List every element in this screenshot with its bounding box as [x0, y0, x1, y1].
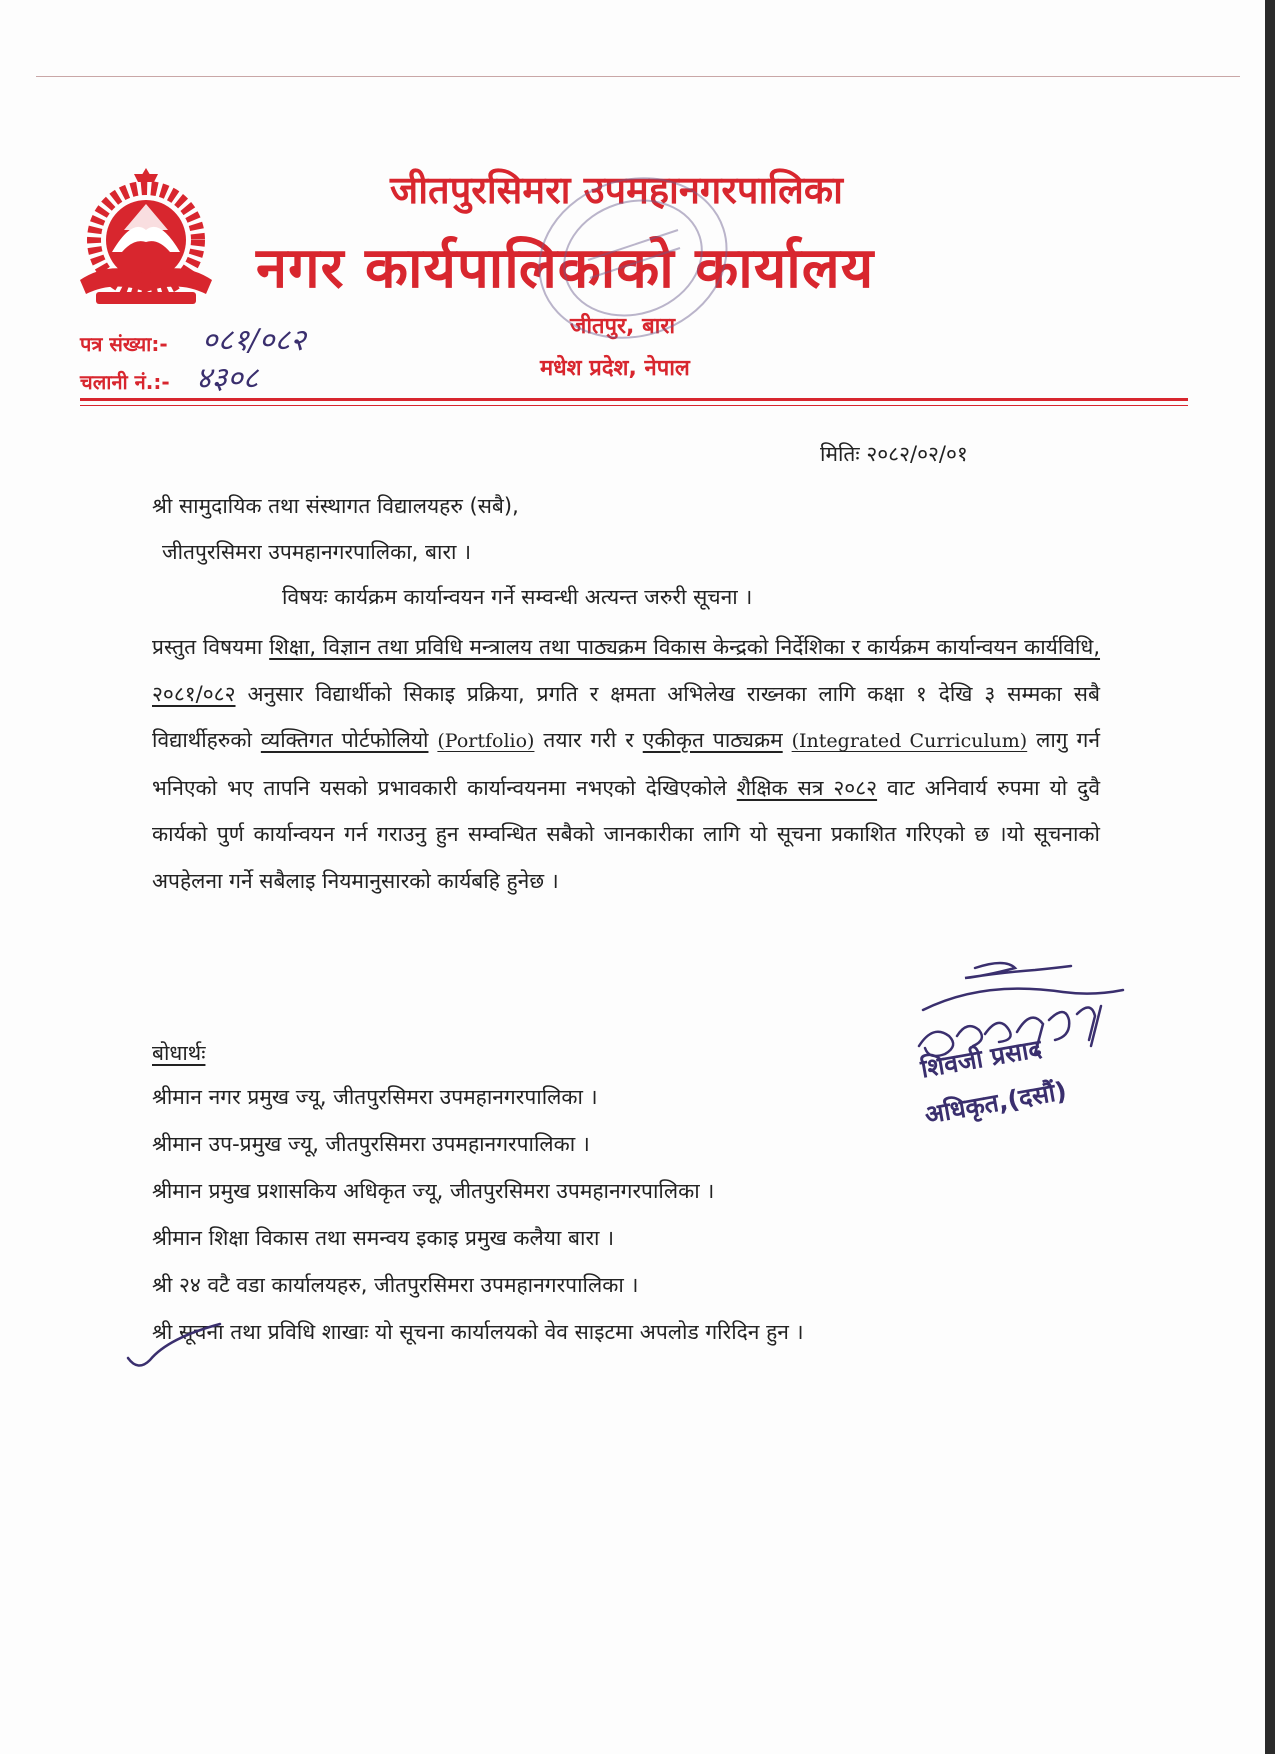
letter-body	[152, 624, 1100, 904]
handwritten-tick-mark	[122, 1318, 242, 1378]
body-underlined-text: व्यक्तिगत पोर्टफोलियो	[260, 728, 429, 752]
body-text: तयार गरी र	[534, 728, 643, 752]
dispatch-number-value: ४३०८	[196, 361, 259, 396]
cc-item: श्रीमान प्रमुख प्रशासकिय अधिकृत ज्यू, जीतपुरसिमरा उपमहानगरपालिका ।	[152, 1179, 715, 1203]
cc-heading: बोधार्थः	[152, 1041, 206, 1065]
body-text: प्रस्तुत विषयमा	[152, 635, 270, 659]
cc-item: श्रीमान शिक्षा विकास तथा समन्वय इकाइ प्रमुख कलैया बारा ।	[152, 1226, 615, 1250]
office-name: नगर कार्यपालिकाको कार्यालय	[256, 236, 875, 301]
recipient-line: श्री सामुदायिक तथा संस्थागत विद्यालयहरु (सबै),	[152, 494, 519, 518]
body-underlined-text: शिक्षा, विज्ञान तथा प्रविधि मन्त्रालय तथा पाठ्यक्रम विकास केन्द्रको निर्देशिका र कार्यक्रम कार्यान्वयन कार्यविधि, २०८१/०८२	[152, 635, 1101, 706]
body-underlined-text: शैक्षिक सत्र २०८२	[736, 775, 878, 800]
nepal-emblem-icon	[66, 160, 226, 310]
office-address-province: मधेश प्रदेश, नेपाल	[540, 356, 690, 381]
letter-number-label: पत्र संख्या:-	[80, 332, 168, 356]
letter-subject: विषयः कार्यक्रम कार्यान्वयन गर्ने सम्वन्धी अत्यन्त जरुरी सूचना ।	[282, 585, 753, 609]
cc-item: श्रीमान नगर प्रमुख ज्यू, जीतपुरसिमरा उपमहानगरपालिका ।	[152, 1085, 598, 1109]
cc-item: श्री २४ वटै वडा कार्यालयहरु, जीतपुरसिमरा उपमहानगरपालिका ।	[152, 1273, 639, 1297]
recipient-address: जीतपुरसिमरा उपमहानगरपालिका, बारा ।	[162, 540, 472, 564]
body-underlined-text: एकीकृत पाठ्यक्रम	[642, 728, 783, 752]
office-address-city: जीतपुर, बारा	[570, 314, 676, 339]
dispatch-number-label: चलानी नं.:-	[80, 370, 170, 394]
letterhead-rule	[80, 398, 1188, 401]
body-text: लागु गर्न भनिएको भए तापनि यसको प्रभावकारी कार्यान्वयनमा नभएको देखिएकोले	[152, 728, 1101, 800]
official-stamp-icon	[528, 168, 738, 348]
cc-list	[152, 1074, 804, 1356]
body-underlined-text: (Integrated Curriculum)	[791, 730, 1028, 752]
letter-date: मितिः २०८२/०२/०१	[820, 442, 968, 466]
cc-item: श्रीमान उप-प्रमुख ज्यू, जीतपुरसिमरा उपमहानगरपालिका ।	[152, 1132, 590, 1156]
signatory-title: अधिकृत,(दसौं)	[922, 1076, 1069, 1130]
body-underlined-text: (Portfolio)	[437, 730, 535, 752]
signatory-name: शिवजी प्रसाद	[918, 1033, 1044, 1084]
body-text: वाट अनिवार्य रुपमा यो दुवै कार्यको पुर्ण कार्यान्वयन गर्न गराउनु हुन सम्वन्धित सबैको जानकारीका लागि यो सूचना प्रकाशित गरिएको छ ।यो सूचनाको अपहेलना गर्ने सबैलाइ नियमानुसारको कार्यबहि हुनेछ ।	[152, 775, 1100, 893]
letterhead-rule-thin	[80, 405, 1188, 406]
cc-item: श्री सूचना तथा प्रविधि शाखाः यो सूचना कार्यालयको वेव साइटमा अपलोड गरिदिन हुन ।	[152, 1320, 804, 1344]
municipality-name: जीतपुरसिमरा उपमहानगरपालिका	[390, 168, 843, 212]
scan-edge	[1265, 0, 1275, 1754]
body-text: अनुसार विद्यार्थीको सिकाइ प्रक्रिया, प्रगति र क्षमता अभिलेख राख्नका लागि कक्षा १ देखि ३ सम्मका सबै विद्यार्थीहरुको	[152, 681, 1100, 752]
top-rule	[36, 76, 1240, 77]
letter-number-value: ०८१/०८२	[202, 323, 306, 358]
